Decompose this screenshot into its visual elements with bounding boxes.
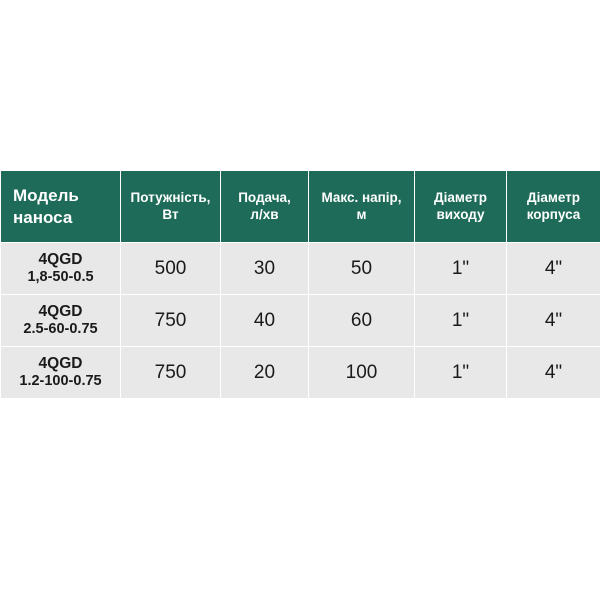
cell-power: 750 [121,295,221,347]
column-header-model-line1: Модель [13,186,79,206]
cell-max-head: 60 [309,295,415,347]
cell-model-sub: 1.2-100-0.75 [19,373,102,390]
column-header-max-head-line1: Макс. напір, [321,189,402,205]
column-header-power-line1: Потужність, [130,189,211,205]
cell-model [1,347,121,399]
column-header-outlet-diameter [415,171,507,243]
cell-model-sub: 1,8-50-0.5 [27,269,94,286]
cell-model [1,243,121,295]
cell-body-diameter: 4" [507,295,600,347]
column-header-max-head [309,171,415,243]
cell-max-head: 100 [309,347,415,399]
column-header-flow [221,171,309,243]
cell-body-diameter: 4" [507,243,600,295]
cell-model-sub: 2.5-60-0.75 [23,321,98,338]
cell-power: 750 [121,347,221,399]
column-header-outlet-diameter-line1: Діаметр [433,189,488,205]
cell-model-main: 4QGD [38,302,83,320]
column-header-flow-line1: Подача, [238,189,291,205]
column-header-body-diameter-line2: корпуса [526,206,581,222]
column-header-flow-line2: л/хв [250,206,279,222]
cell-body-diameter: 4" [507,347,600,399]
table-row [1,347,600,399]
column-header-body-diameter-line1: Діаметр [526,189,581,205]
cell-model [1,295,121,347]
column-header-body-diameter [507,171,600,243]
spec-table-container [0,170,600,399]
table-header [1,171,600,243]
column-header-model [1,171,121,243]
column-header-max-head-line2: м [356,206,367,222]
pump-spec-table [0,170,600,399]
cell-power: 500 [121,243,221,295]
column-header-power-line2: Вт [162,206,179,222]
table-row [1,295,600,347]
cell-model-main: 4QGD [38,250,83,268]
cell-outlet-diameter: 1" [415,295,507,347]
cell-flow: 30 [221,243,309,295]
cell-outlet-diameter: 1" [415,243,507,295]
table-body [1,243,600,399]
table-header-row [1,171,600,243]
column-header-power [121,171,221,243]
cell-max-head: 50 [309,243,415,295]
table-row [1,243,600,295]
cell-flow: 20 [221,347,309,399]
cell-flow: 40 [221,295,309,347]
column-header-model-line2: наноса [13,207,73,227]
cell-model-main: 4QGD [38,354,83,372]
column-header-outlet-diameter-line2: виходу [436,206,485,222]
cell-outlet-diameter: 1" [415,347,507,399]
